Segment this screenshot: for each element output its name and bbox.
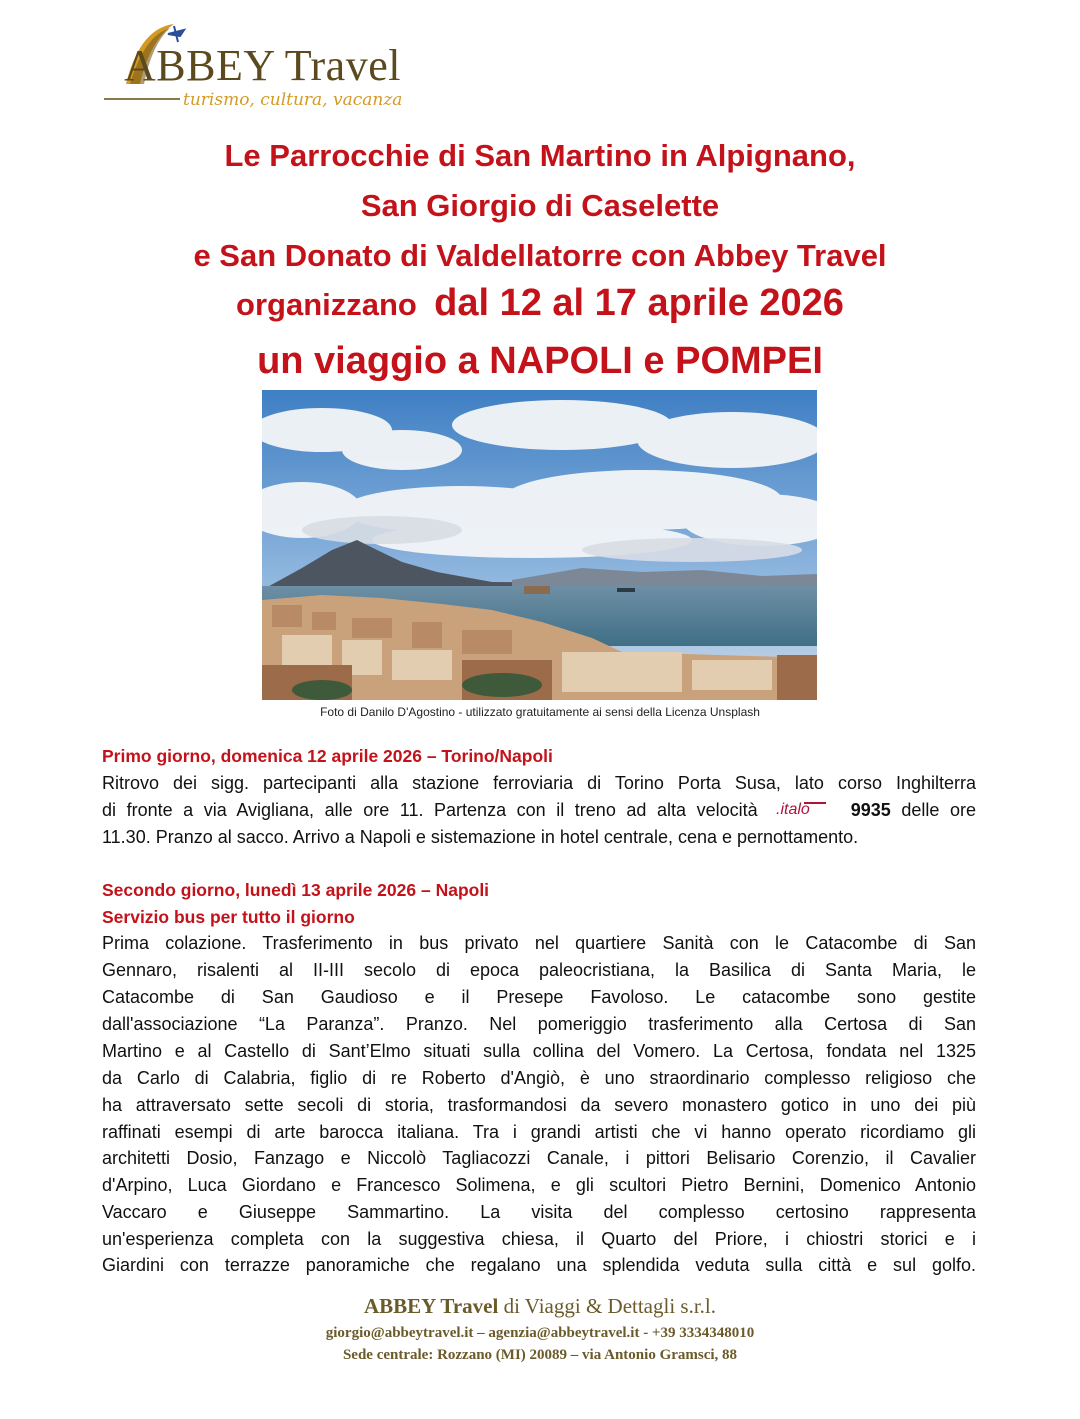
day2-line: ha attraversato sette secoli di storia, trasformandosi da severo monastero gotico in uno dei più: [102, 1095, 976, 1115]
abbey-travel-logo: [100, 18, 420, 110]
logo-name: ABBEY Travel: [124, 41, 401, 90]
italo-logo-text: .italo: [776, 801, 810, 818]
day2-line: d'Arpino, Luca Giordano e Francesco Solimena, e gli scultori Pietro Bernini, Domenico Antonio: [102, 1175, 976, 1195]
day1-line-2-after: delle ore: [901, 800, 977, 820]
day1-line-3: 11.30. Pranzo al sacco. Arrivo a Napoli e sistemazione in hotel centrale, cena e pernottamento.: [102, 827, 859, 847]
day2-line: un'esperienza completa con la suggestiva chiesa, il Quarto del Priore, i chiostri storici e i: [102, 1229, 976, 1249]
day1-line-2: [102, 800, 976, 824]
day2-subheading: Servizio bus per tutto il giorno: [102, 907, 355, 927]
naples-panorama-photo: [262, 390, 817, 700]
day2-line: Catacombe di San Gaudioso e il Presepe Favoloso. Le catacombe sono gestite: [102, 987, 976, 1007]
day2-line: Giardini con terrazze panoramiche che regalano una splendida veduta sulla città e sul golfo.: [102, 1255, 976, 1275]
naples-bay-illustration: [262, 390, 817, 700]
footer-brand: ABBEY Travel: [363, 1294, 499, 1318]
photo-caption: Foto di Danilo D'Agostino - utilizzato gratuitamente ai sensi della Licenza Unsplash: [320, 705, 760, 719]
logo-tagline: turismo, cultura, vacanza: [183, 90, 403, 110]
title-line-3: e San Donato di Valdellatorre con Abbey Travel: [193, 238, 887, 273]
title-organizzano: organizzano: [236, 287, 417, 322]
day2-line: Gennaro, risalenti al II-III secolo di epoca paleocristiana, la Basilica di Santa Maria, le: [102, 960, 976, 980]
train-number: 9935: [850, 800, 891, 820]
title-line-1: Le Parrocchie di San Martino in Alpignano,: [224, 138, 856, 173]
day2-line: Martino e al Castello di Sant’Elmo situati sulla collina del Vomero. La Certosa, fondata nel 1325: [102, 1041, 976, 1061]
day2-line: Prima colazione. Trasferimento in bus privato nel quartiere Sanità con le Catacombe di San: [102, 933, 976, 953]
footer-contacts: giorgio@abbeytravel.it – agenzia@abbeytravel.it - +39 3334348010: [325, 1325, 755, 1341]
logo-divider: [104, 98, 180, 100]
italo-logo: [774, 800, 834, 824]
day1-heading: Primo giorno, domenica 12 aprile 2026 – Torino/Napoli: [102, 746, 553, 766]
day2-line: da Carlo di Calabria, figlio di re Roberto d'Angiò, è uno straordinario complesso religioso che: [102, 1068, 976, 1088]
day2-line: architetti Dosio, Fanzago e Niccolò Tagliacozzi Canale, i pittori Belisario Corenzio, il Cavalier: [102, 1148, 976, 1168]
footer-company-rest: di Viaggi & Dettagli s.r.l.: [503, 1294, 717, 1318]
title-line-4: [0, 282, 1080, 325]
day2-line: Vaccaro e Giuseppe Sammartino. La visita del complesso certosino rappresenta: [102, 1202, 976, 1222]
day2-line: dall'associazione “La Paranza”. Pranzo. Nel pomeriggio trasferimento alla Certosa di San: [102, 1014, 976, 1034]
title-line-2: San Giorgio di Caselette: [360, 188, 720, 223]
day2-heading: Secondo giorno, lunedì 13 aprile 2026 – Napoli: [102, 880, 490, 900]
day1-line-2-text: di fronte a via Avigliana, alle ore 11. Partenza con il treno ad alta velocità: [102, 800, 758, 820]
day2-line: raffinati esempi di arte barocca italiana. Tra i grandi artisti che vi hanno operato ricordiamo gli: [102, 1122, 976, 1142]
footer-company: [0, 1294, 1080, 1319]
title-destination: un viaggio a NAPOLI e POMPEI: [257, 340, 823, 382]
footer-address: Sede centrale: Rozzano (MI) 20089 – via Antonio Gramsci, 88: [342, 1347, 738, 1363]
italo-train-icon: [774, 800, 834, 818]
title-dates: dal 12 al 17 aprile 2026: [434, 282, 844, 324]
day1-line-1: Ritrovo dei sigg. partecipanti alla stazione ferroviaria di Torino Porta Susa, lato corso Inghilterra: [102, 773, 976, 793]
